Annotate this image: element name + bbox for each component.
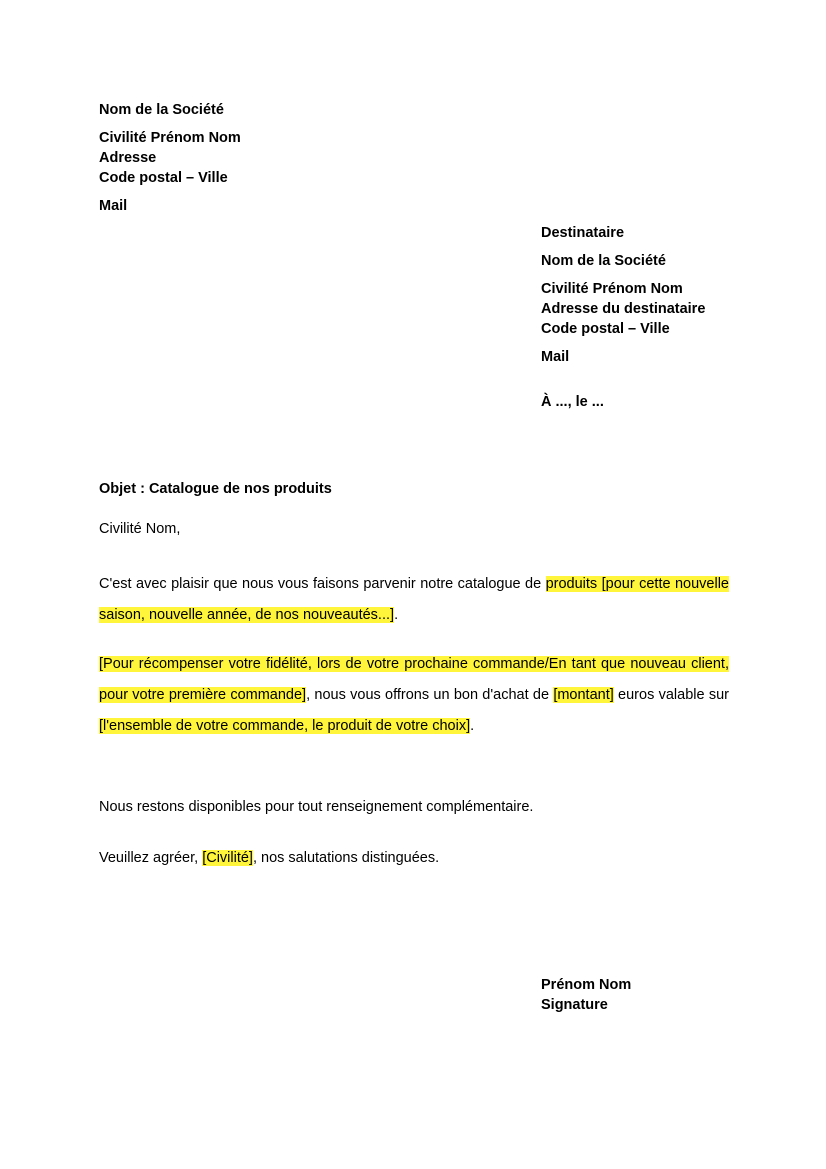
recipient-postal-city: Code postal – Ville xyxy=(541,321,670,337)
paragraph4-text2: , nos salutations distinguées. xyxy=(252,850,440,866)
recipient-name: Civilité Prénom Nom xyxy=(541,281,683,297)
sender-block xyxy=(99,100,241,216)
paragraph2-highlight-amount: [montant] xyxy=(553,687,614,703)
paragraph-availability: Nous restons disponibles pour tout renseignement complémentaire. xyxy=(99,799,534,815)
paragraph1-highlight: produits [pour cette nouvelle saison, nouvelle année, de nos nouveautés...] xyxy=(99,576,729,623)
signature-label: Signature xyxy=(541,997,608,1013)
paragraph2-text2: euros valable sur xyxy=(613,687,729,703)
paragraph4-text1: Veuillez agréer, xyxy=(99,850,203,866)
paragraph4-highlight: [Civilité] xyxy=(202,850,253,866)
paragraph2-highlight-reason: [Pour récompenser votre fidélité, lors de votre prochaine commande/En tant que nouveau client, pour votre première commande] xyxy=(99,656,729,703)
recipient-company: Nom de la Société xyxy=(541,253,666,269)
signature-block xyxy=(541,975,631,1015)
recipient-address: Adresse du destinataire xyxy=(541,301,706,317)
paragraph2-text1: , nous vous offrons un bon d'achat de xyxy=(306,687,554,703)
recipient-heading: Destinataire xyxy=(541,225,625,241)
paragraph-voucher xyxy=(99,649,729,742)
date-line: À ..., le ... xyxy=(541,394,604,410)
paragraph-catalogue xyxy=(99,569,729,631)
recipient-mail: Mail xyxy=(541,349,570,365)
sender-company: Nom de la Société xyxy=(99,102,224,118)
letter-subject: Objet : Catalogue de nos produits xyxy=(99,481,332,497)
letter-greeting: Civilité Nom, xyxy=(99,521,181,537)
paragraph1-text1: C'est avec plaisir que nous vous faisons parvenir notre catalogue de xyxy=(99,576,546,592)
sender-address: Adresse xyxy=(99,150,157,166)
paragraph2-text3: . xyxy=(470,718,475,734)
signature-name: Prénom Nom xyxy=(541,977,632,993)
paragraph2-highlight-scope: [l'ensemble de votre commande, le produit de votre choix] xyxy=(99,718,471,734)
sender-postal-city: Code postal – Ville xyxy=(99,170,228,186)
sender-name: Civilité Prénom Nom xyxy=(99,130,241,146)
paragraph-closing xyxy=(99,843,729,874)
recipient-block xyxy=(541,223,705,367)
sender-mail: Mail xyxy=(99,198,128,214)
paragraph1-text2: . xyxy=(394,607,399,623)
